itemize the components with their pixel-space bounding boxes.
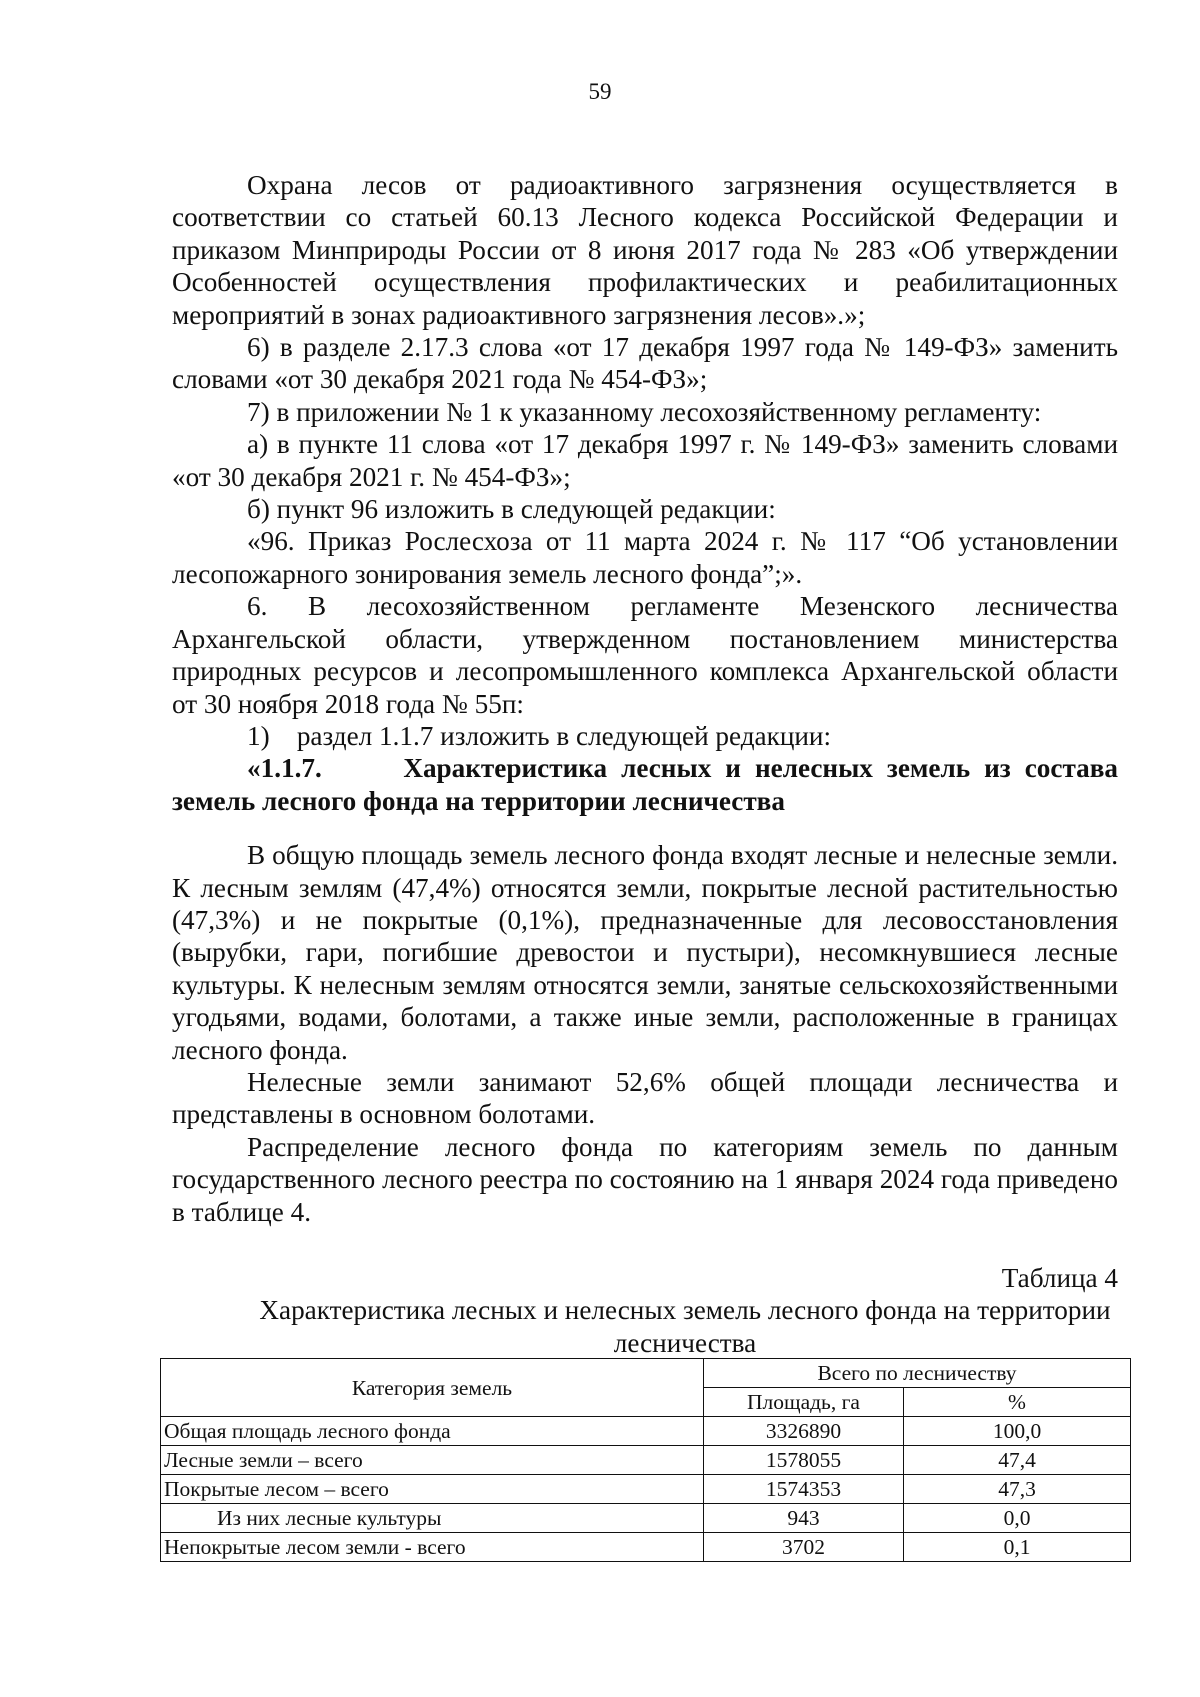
- table-row: [161, 1533, 1131, 1562]
- row-percent: 100,0: [904, 1417, 1131, 1446]
- table-header-row: [161, 1359, 1131, 1388]
- table-caption: [172, 1262, 1118, 1359]
- row-percent: 47,4: [904, 1446, 1131, 1475]
- header-percent: %: [904, 1388, 1131, 1417]
- row-area: 943: [704, 1504, 904, 1533]
- paragraph-radioactive-protection: Охрана лесов от радиоактивного загрязнения осуществляется в соответствии со статьей 60.13 Лесного кодекса Российской Федерации и приказом Минприроды России от 8 июня 2017 года № 283 «Об утверждении Особенностей осуществления профилактических и реабилитационных мероприятий в зонах радиоактивного загрязнения лесов».»;: [172, 170, 1118, 330]
- table-number: Таблица 4: [1001, 1263, 1118, 1293]
- row-area: 3702: [704, 1533, 904, 1562]
- table-title: Характеристика лесных и нелесных земель лесного фонда на территории лесничества: [259, 1295, 1111, 1358]
- paragraph-item-b: б) пункт 96 изложить в следующей редакции:: [247, 494, 776, 525]
- paragraph-nonforest-share: Нелесные земли занимают 52,6% общей площади лесничества и представлены в основном болотами.: [172, 1066, 1118, 1130]
- paragraph-quote-96: «96. Приказ Рослесхоза от 11 марта 2024 г. № 117 “Об установлении лесопожарного зонирования земель лесного фонда”;».: [172, 526, 1118, 589]
- row-percent: 0,0: [904, 1504, 1131, 1533]
- paragraph-subitem-1: 1) раздел 1.1.7 изложить в следующей редакции:: [247, 720, 832, 751]
- paragraph-land-composition: В общую площадь земель лесного фонда входят лесные и нелесные земли. К лесным землям (47,4%) относятся земли, покрытые лесной растительностью (47,3%) и не покрытые (0,1%), предназначенные для лесовосстановления (вырубки, гари, погибшие древостои и пустыри), несомкнувшиеся лесные культуры. К нелесным землям относятся земли, занятые сельскохозяйственными угодьями, водами, болотами, а также иные земли, расположенные в границах лесного фонда.: [172, 840, 1118, 1065]
- paragraph-distribution: Распределение лесного фонда по категориям земель по данным государственного лесного реестра по состоянию на 1 января 2024 года приведено в таблице 4.: [172, 1131, 1118, 1227]
- table-row: [161, 1446, 1131, 1475]
- table-row: [161, 1475, 1131, 1504]
- table-row: [161, 1504, 1131, 1533]
- section-heading-1-1-7: «1.1.7. Характеристика лесных и нелесных земель из состава земель лесного фонда на территории лесничества: [172, 753, 1118, 816]
- row-category: Покрытые лесом – всего: [161, 1475, 704, 1504]
- header-area: Площадь, га: [704, 1388, 904, 1417]
- row-category: Лесные земли – всего: [161, 1446, 704, 1475]
- body-text: [172, 169, 1118, 1228]
- header-group: Всего по лесничеству: [704, 1359, 1131, 1388]
- row-category: Непокрытые лесом земли - всего: [161, 1533, 704, 1562]
- paragraph-item-6: 6) в разделе 2.17.3 слова «от 17 декабря 1997 года № 149-ФЗ» заменить словами «от 30 декабря 2021 года № 454-ФЗ»;: [172, 332, 1118, 395]
- header-category: Категория земель: [161, 1359, 704, 1417]
- paragraph-item-7: 7) в приложении № 1 к указанному лесохозяйственному регламенту:: [247, 396, 1042, 427]
- land-categories-table: [160, 1358, 1131, 1562]
- page-number: 59: [588, 79, 612, 104]
- row-category: Общая площадь лесного фонда: [161, 1417, 704, 1446]
- row-category: Из них лесные культуры: [161, 1504, 704, 1533]
- row-area: 1578055: [704, 1446, 904, 1475]
- row-area: 1574353: [704, 1475, 904, 1504]
- row-percent: 47,3: [904, 1475, 1131, 1504]
- row-area: 3326890: [704, 1417, 904, 1446]
- row-percent: 0,1: [904, 1533, 1131, 1562]
- paragraph-section-6: 6. В лесохозяйственном регламенте Мезенского лесничества Архангельской области, утвержденном постановлением министерства природных ресурсов и лесопромышленного комплекса Архангельской области от 30 ноября 2018 года № 55п:: [172, 591, 1118, 719]
- paragraph-item-a: а) в пункте 11 слова «от 17 декабря 1997 г. № 149-ФЗ» заменить словами «от 30 декабря 2021 г. № 454-ФЗ»;: [172, 429, 1118, 492]
- table-row: [161, 1417, 1131, 1446]
